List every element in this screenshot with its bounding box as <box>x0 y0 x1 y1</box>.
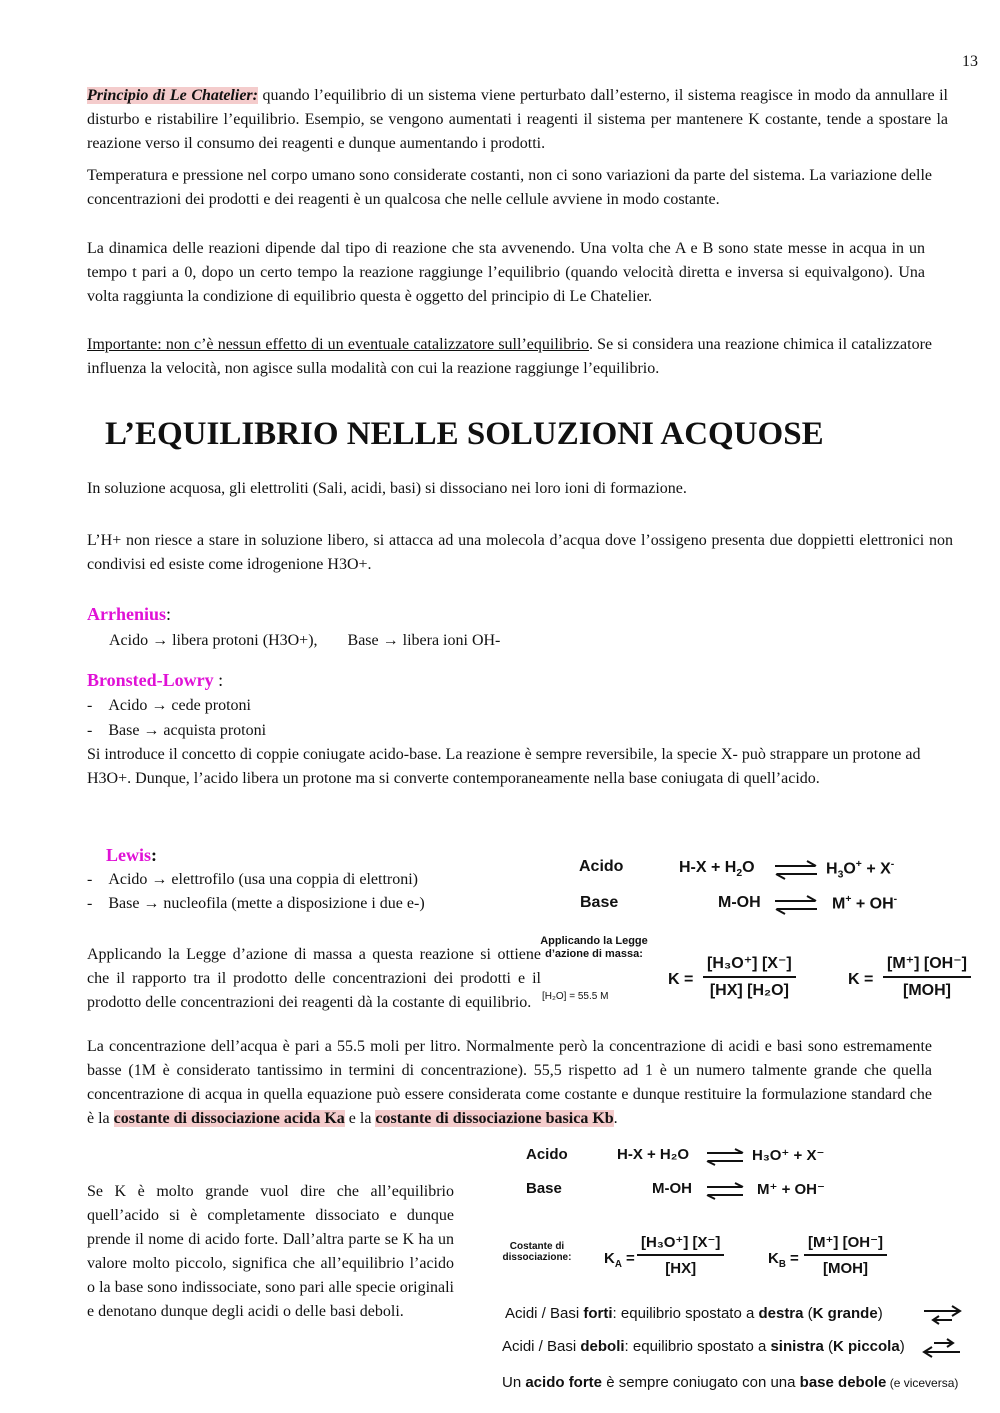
arrhenius-base: Base → libera ioni OH- <box>347 632 501 649</box>
fig2-weak-line <box>502 1338 905 1355</box>
fig2-strong-b: forti <box>583 1305 613 1322</box>
fig1-acid-right-b: O <box>843 860 856 878</box>
shift-left-arrows-icon <box>922 1338 962 1358</box>
fig2-weak-g: ) <box>899 1338 905 1355</box>
fig2-strong-c: : equilibrio spostato a <box>612 1305 759 1322</box>
catalyst-text: . Se si considera una reazione chimica il catalizzatore influenza la velocità, non agisce sulla modalità con cui la reazione raggiunge l’equilibrio. <box>87 336 933 377</box>
fig2-conjugate-line <box>502 1374 958 1391</box>
bronsted-acid-text: Acido → cede protoni <box>108 697 251 714</box>
fig2-ka-den: [HX] <box>665 1260 697 1277</box>
fig1-acid-left-b: O <box>742 859 755 876</box>
page-number: 13 <box>962 53 978 70</box>
fig2-weak-d: sinistra <box>770 1338 824 1355</box>
arrhenius-acid: Acido → libera protoni (H3O+), <box>109 632 318 649</box>
arrhenius-definitions <box>109 629 500 653</box>
water-text: La concentrazione dell’acqua è pari a 55.5 moli per litro. Normalmente però la concentrazione di acidi e basi sono estremamente basse (1M è considerato tantissimo in termini di concentrazione). 55,5 rispetto ad 1 è un numero talmente grande che quella concentrazione di acqua in quella equazione può essere considerata come costante e dunque restituire la formulazione standard che è la <box>87 1038 932 1127</box>
fig2-strong-g: ) <box>877 1305 883 1322</box>
fig2-ka-sub: A <box>614 1259 622 1270</box>
bronsted-name: Bronsted-Lowry <box>87 670 214 690</box>
fig2-strong-line <box>505 1305 883 1322</box>
fig2-conj-b: acido forte <box>525 1374 603 1391</box>
fig2-ka-k: K <box>604 1250 615 1267</box>
fig1-k-label-2: K = <box>848 971 874 988</box>
fig2-base-label: Base <box>526 1180 562 1197</box>
temperature-paragraph: Temperatura e pressione nel corpo umano sono considerate costanti, non ci sono variazioni da parte del sistema. La variazione delle concentrazioni dei prodotti e dei reagenti è un qualcosa che nelle cellule avviene in modo costante. <box>87 167 932 208</box>
lewis-acid-text: Acido → elettrofilo (usa una coppia di elettroni) <box>108 871 419 888</box>
catalyst-paragraph <box>87 333 932 381</box>
fig1-base-right: M+ + OH- <box>832 894 898 913</box>
fig2-conj-a: Un <box>502 1374 526 1391</box>
fig2-acid-eq-left: H-X + H₂O <box>617 1146 690 1163</box>
fig1-acid-left-a: H-X + H <box>679 859 737 876</box>
fig2-weak-f: K piccola <box>833 1338 900 1355</box>
fig2-acid-label: Acido <box>526 1146 568 1163</box>
fig1-acid-label: Acido <box>579 858 624 875</box>
fig1-base-label: Base <box>580 894 619 911</box>
ka-highlight: costante di dissociazione acida Ka <box>113 1110 345 1127</box>
fig1-base-right-b: + OH <box>851 895 894 913</box>
arrhenius-name: Arrhenius <box>87 604 167 624</box>
h-plus-paragraph: L’H+ non riesce a stare in soluzione libero, si attacca ad una molecola d’acqua dove l’ossigeno presenta due doppietti elettronici non condivisi ed esiste come idrogenione H3O+. <box>87 532 953 573</box>
bronsted-base-text: Base → acquista protoni <box>108 722 267 739</box>
water-end: . <box>613 1110 618 1127</box>
k-paragraph: Se K è molto grande vuol dire che all’equilibrio quell’acido si è completamente dissociato e dunque prende il nome di acido forte. Dall’altra parte se K ha un valore molto piccolo, significa che all’equilibrio l’acido o la base sono indissociate, sono pari alle specie originali e denotano dunque degli acidi o delle basi deboli. <box>87 1183 454 1320</box>
kb-highlight: costante di dissociazione basica Kb <box>375 1110 614 1127</box>
arrhenius-colon: : <box>166 604 172 624</box>
fig1-k-acid-den: [HX] [H₂O] <box>709 982 789 999</box>
fig2-base-eq-right: M⁺ + OH⁻ <box>757 1181 825 1198</box>
fig2-conj-e: (e viceversa) <box>886 1376 959 1390</box>
fig1-base-right-a: M <box>832 895 846 913</box>
bronsted-item-base: - Base → acquista protoni <box>87 722 267 739</box>
fig2-kb-k: K <box>768 1250 779 1267</box>
lewis-item-base: - Base → nucleofila (mette a disposizione i due e-) <box>87 895 425 912</box>
lewis-item-acid: - Acido → elettrofilo (usa una coppia di elettroni) <box>87 871 419 888</box>
fig2-conj-c: è sempre coniugato con una <box>602 1374 800 1391</box>
fig2-ka-fraction <box>637 1233 724 1277</box>
fig2-weak-b: deboli <box>580 1338 625 1355</box>
equilibrium-arrows-icon <box>705 1148 745 1166</box>
bronsted-paragraph: Si introduce il concetto di coppie coniugate acido-base. La reazione è sempre reversibile, la specie X- può strappare un protone ad H3O+. Dunque, l’acido libera un protone ma si converte contemporaneamente nella base coniugata di quell’acido. <box>87 746 921 787</box>
fig1-k-base-den: [MOH] <box>903 982 951 999</box>
fig2-kb-fraction <box>804 1233 887 1277</box>
intro-paragraph: In soluzione acquosa, gli elettroliti (Sali, acidi, basi) si dissociano nei loro ioni di formazione. <box>87 480 687 497</box>
fig1-acid-right-c: + X <box>861 860 891 878</box>
fig2-const-label: Costante di dissociazione: <box>502 1241 572 1263</box>
fig2-ka-label <box>604 1250 635 1270</box>
fig1-k-label: K = <box>668 971 694 988</box>
shift-right-arrows-icon <box>922 1305 962 1325</box>
fig2-kb-label <box>768 1250 799 1270</box>
fig1-acid-right-a: H <box>826 860 838 878</box>
fig2-kb-den: [MOH] <box>822 1260 868 1277</box>
equilibrium-arrows-icon <box>773 895 819 915</box>
equilibrium-arrows-icon <box>773 860 819 880</box>
fig2-weak-a: Acidi / Basi <box>502 1338 581 1355</box>
le-chatelier-text: quando l’equilibrio di un sistema viene perturbato dall’esterno, il sistema reagisce in modo da annullare il disturbo e ristabilire l’equilibrio. Esempio, se vengono aumentati i reagenti il sistema per mantenere K costante, tende a spostare la reazione verso il consumo dei reagenti e dunque aumentando i prodotti. <box>87 87 948 152</box>
fig2-weak-c: : equilibrio spostato a <box>624 1338 771 1355</box>
fig2-kb-eq: = <box>785 1250 799 1267</box>
fig1-base-left: M-OH <box>718 894 761 911</box>
fig1-water-note: [H₂O] = 55.5 M <box>542 991 609 1002</box>
fig2-acid-eq-right: H₃O⁺ + X⁻ <box>752 1147 825 1164</box>
fig2-strong-a: Acidi / Basi <box>505 1305 584 1322</box>
dynamics-paragraph: La dinamica delle reazioni dipende dal tipo di reazione che sta avvenendo. Una volta che A e B sono state messe in acqua in un tempo t pari a 0, dopo un certo tempo la reazione raggiunge l’equilibrio (quando velocità diretta e inversa si equivalgono). Una volta raggiunta la condizione di equilibrio questa è oggetto del principio di Le Chatelier. <box>87 240 925 305</box>
le-chatelier-paragraph <box>87 84 948 156</box>
fig2-base-eq-left: M-OH <box>652 1180 692 1197</box>
bronsted-item-acid: - Acido → cede protoni <box>87 697 251 714</box>
water-paragraph <box>87 1035 932 1131</box>
fig2-strong-d: destra <box>758 1305 804 1322</box>
bronsted-heading <box>87 668 223 692</box>
lewis-heading <box>106 843 157 867</box>
mass-action-paragraph: Applicando la Legge d’azione di massa a questa reazione si ottiene che il rapporto tra il prodotto delle concentrazioni dei prodotti e il prodotto delle concentrazioni dei reagenti dà la costante di equilibrio. <box>87 946 541 1011</box>
lewis-name: Lewis <box>106 845 151 865</box>
arrhenius-heading <box>87 602 171 626</box>
fig2-conj-d: base debole <box>799 1374 887 1391</box>
fig2-strong-e: ( <box>803 1305 813 1322</box>
fig2-strong-f: K grande <box>812 1305 878 1322</box>
catalyst-note: Importante: non c’è nessun effetto di un eventuale catalizzatore sull’equilibrio <box>87 336 589 353</box>
fig1-k-acid-num: [H₃O⁺] [X⁻] <box>703 953 796 978</box>
fig1-acid-right: $H_3O^+ + X^-$ <box>826 859 895 881</box>
fig1-acid-left: $H-X + H_2O$ <box>679 859 755 880</box>
fig1-k-base-fraction <box>883 953 971 1000</box>
fig1-k-base-num: [M⁺] [OH⁻] <box>883 953 971 978</box>
equilibrium-arrows-icon <box>705 1182 745 1200</box>
fig2-kb-num: [M⁺] [OH⁻] <box>804 1233 887 1256</box>
section-title: L’EQUILIBRIO NELLE SOLUZIONI ACQUOSE <box>105 416 824 452</box>
fig2-weak-e: ( <box>823 1338 833 1355</box>
water-mid: e la <box>344 1110 376 1127</box>
fig1-k-acid-fraction <box>703 953 796 1000</box>
fig2-kb-sub: B <box>778 1259 786 1270</box>
le-chatelier-label: Principio di Le Chatelier: <box>87 87 258 104</box>
lewis-colon: : <box>151 845 157 865</box>
lewis-base-text: Base → nucleofila (mette a disposizione i due e-) <box>108 895 425 912</box>
fig2-ka-eq: = <box>621 1250 635 1267</box>
fig2-ka-num: [H₃O⁺] [X⁻] <box>637 1233 724 1256</box>
fig1-mass-law-label: Applicando la Legge d’azione di massa: <box>540 935 648 960</box>
bronsted-colon: : <box>213 670 224 690</box>
